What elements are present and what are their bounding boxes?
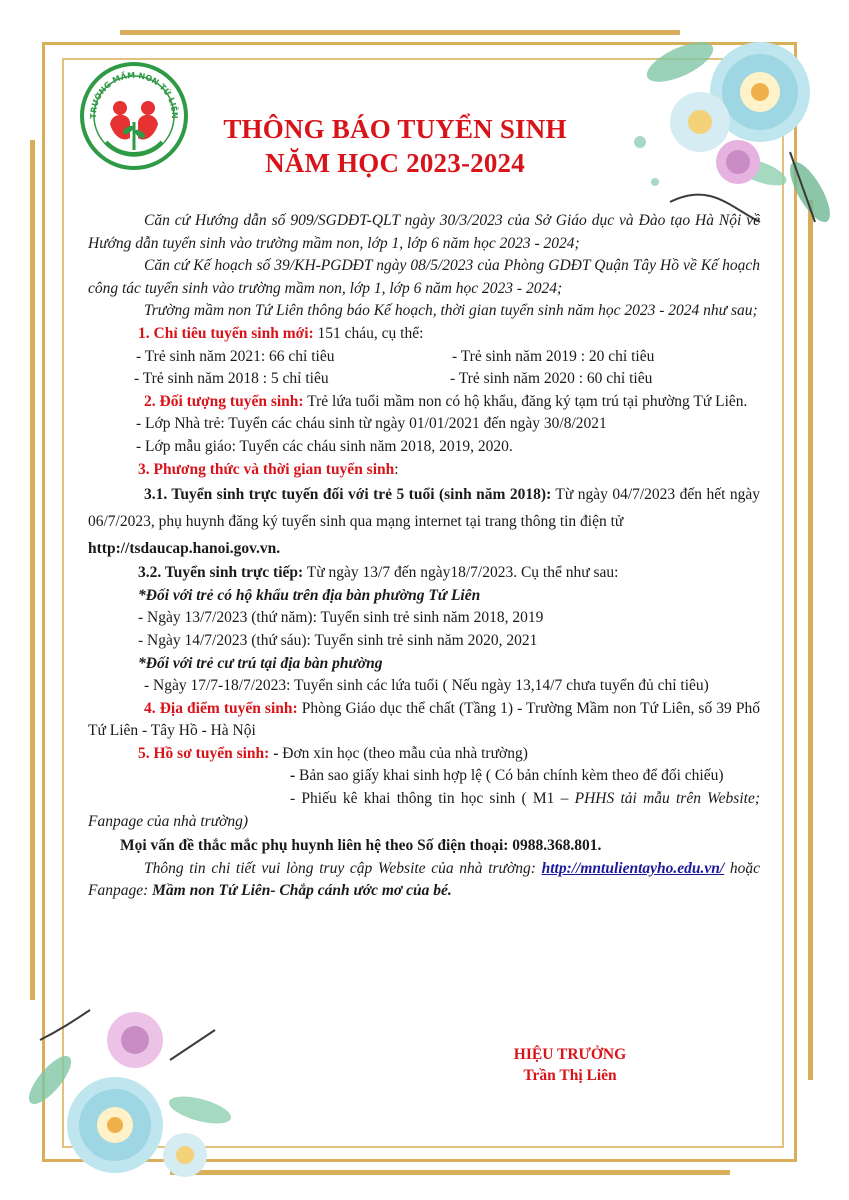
intro-paragraph-3: Trường mầm non Tứ Liên thông báo Kế hoạch, thời gian tuyển sinh năm học 2023 - 2024 như sau;	[144, 302, 758, 320]
section-4	[88, 698, 760, 743]
section-1-heading: 1. Chỉ tiêu tuyển sinh mới:	[138, 324, 314, 342]
section-5	[88, 743, 760, 766]
frame-accent-top	[120, 30, 680, 35]
group-2-heading: *Đối với trẻ cư trú tại địa bàn phường	[138, 654, 383, 672]
school-logo	[80, 62, 188, 170]
notice-body	[88, 210, 760, 903]
flower-decoration-top-right	[610, 22, 840, 232]
principal-title: HIỆU TRƯỞNG	[513, 1046, 627, 1063]
principal-name: Trần Thị Liên	[523, 1067, 617, 1084]
section-3-2-heading: 3.2. Tuyển sinh trực tiếp:	[138, 564, 304, 582]
section-3-heading: 3. Phương thức và thời gian tuyển sinh	[138, 460, 395, 478]
section-5-dash-b: -	[290, 767, 300, 785]
section-5-heading: 5. Hồ sơ tuyển sinh:	[138, 744, 270, 762]
section-3-colon: :	[394, 460, 399, 478]
document-item-1: Đơn xin học (theo mẫu của nhà trường)	[282, 744, 528, 762]
section-5-dash-a: -	[269, 744, 283, 762]
group-1-heading: *Đối với trẻ có hộ khẩu trên địa bàn phường Tứ Liên	[138, 586, 481, 604]
document-item-2	[88, 765, 760, 788]
section-1-row-2	[88, 368, 760, 391]
section-4-text: Phòng Giáo dục thể chất (Tầng 1) - Trường Mầm non Tứ Liên, số 39 Phố Tứ Liên - Tây Hồ - Hà Nội	[88, 699, 760, 740]
fanpage-name[interactable]: Mầm non Tứ Liên- Chắp cánh ước mơ của bé.	[152, 882, 452, 900]
title-line-2: NĂM HỌC 2023-2024	[265, 148, 525, 178]
section-1-row-1	[88, 346, 760, 369]
school-website-link[interactable]: http://mntulientayho.edu.vn/	[541, 859, 725, 877]
section-3-1	[88, 481, 760, 535]
section-4-heading: 4. Địa điểm tuyển sinh:	[144, 699, 298, 717]
logo-text: TRƯỜNG MẦM NON TỨ LIÊN	[88, 70, 180, 119]
page-title	[195, 112, 595, 180]
fanpage-prefix: hoặc Fanpage:	[88, 859, 760, 900]
document-item-3	[88, 788, 760, 833]
intro-paragraph-1: Căn cứ Hướng dẫn số 909/SGDĐT-QLT ngày 30/3/2023 của Sở Giáo dục và Đào tạo Hà Nội về Hướng dẫn tuyển sinh vào trường mầm non, lớp 1, lớp 6 năm học 2023 - 2024;	[88, 212, 760, 252]
section-1	[88, 323, 760, 346]
document-item-2-text: Bản sao giấy khai sinh hợp lệ ( Có bản chính kèm theo để đối chiếu)	[299, 767, 724, 785]
section-2	[88, 391, 760, 414]
title-line-1: THÔNG BÁO TUYỂN SINH	[223, 114, 567, 144]
section-3-1-heading: 3.1. Tuyển sinh trực tuyến đối với trẻ 5 tuổi (sinh năm 2018):	[144, 486, 552, 504]
group-1-day-2: - Ngày 14/7/2023 (thứ sáu): Tuyển sinh trẻ sinh năm 2020, 2021	[138, 631, 538, 649]
online-enrollment-url: http://tsdaucap.hanoi.gov.vn.	[88, 540, 281, 558]
section-2-heading: 2. Đối tượng tuyển sinh:	[144, 392, 304, 410]
signature-block	[480, 1044, 660, 1086]
quota-2021: - Trẻ sinh năm 2021: 66 chỉ tiêu	[136, 347, 335, 365]
section-3	[88, 459, 760, 482]
contact-phone: Mọi vấn đề thắc mắc phụ huynh liên hệ theo Số điện thoại: 0988.368.801.	[120, 837, 602, 855]
contact-info	[88, 858, 760, 903]
group-1-day-1: - Ngày 13/7/2023 (thứ năm): Tuyển sinh trẻ sinh năm 2018, 2019	[138, 609, 544, 627]
section-2-nursery: - Lớp Nhà trẻ: Tuyển các cháu sinh từ ngày 01/01/2021 đến ngày 30/8/2021	[136, 415, 607, 433]
quota-2018: - Trẻ sinh năm 2018 : 5 chỉ tiêu	[134, 370, 329, 388]
frame-accent-bottom	[170, 1170, 730, 1175]
section-1-text: 151 cháu, cụ thể:	[313, 324, 424, 342]
intro-paragraph-2: Căn cứ Kế hoạch số 39/KH-PGDĐT ngày 08/5/2023 của Phòng GDĐT Quận Tây Hồ về Kế hoạch công tác tuyển sinh vào trường mầm non, lớp 1, lớp 6 năm học 2023 - 2024;	[88, 257, 760, 297]
document-item-3-italic: PHHS tải mẫu trên Website; Fanpage của nhà trường)	[88, 790, 760, 830]
section-3-1-text: Từ ngày 04/7/2023 đến hết ngày 06/7/2023, phụ huynh đăng ký tuyển sinh qua mạng internet tại trang thông tin điện tử	[88, 486, 760, 531]
quota-2019: - Trẻ sinh năm 2019 : 20 chỉ tiêu	[452, 347, 655, 365]
section-3-2-text: Từ ngày 13/7 đến ngày18/7/2023. Cụ thể như sau:	[303, 564, 619, 582]
document-item-3-text: - Phiếu kê khai thông tin học sinh ( M1 –	[290, 790, 575, 808]
frame-accent-left	[30, 140, 35, 1000]
section-2-text: Trẻ lứa tuổi mầm non có hộ khẩu, đăng ký tạm trú tại phường Tứ Liên.	[303, 392, 748, 410]
section-2-kindergarten: - Lớp mẫu giáo: Tuyển các cháu sinh năm 2018, 2019, 2020.	[136, 437, 513, 455]
group-2-days: - Ngày 17/7-18/7/2023: Tuyển sinh các lứa tuổi ( Nếu ngày 13,14/7 chưa tuyển đủ chỉ tiêu)	[144, 677, 709, 695]
contact-info-text: Thông tin chi tiết vui lòng truy cập Website của nhà trường:	[144, 859, 542, 877]
section-3-2	[88, 562, 760, 585]
flower-decoration-bottom-left	[20, 1000, 240, 1185]
quota-2020: - Trẻ sinh năm 2020 : 60 chỉ tiêu	[450, 370, 653, 388]
frame-accent-right	[808, 200, 813, 1080]
